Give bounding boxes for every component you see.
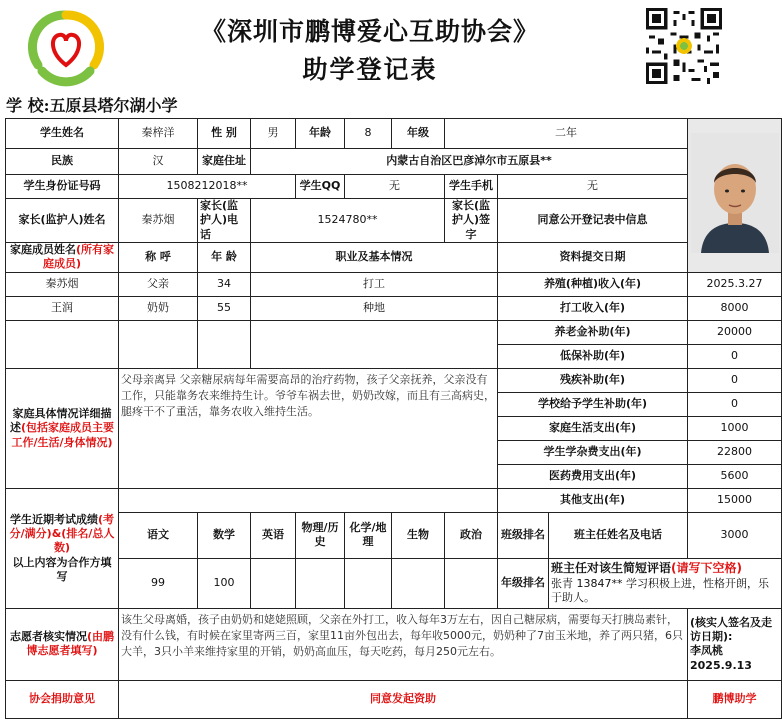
- guardian-phone-value: 1524780**: [251, 199, 445, 243]
- ethnicity-value: 汉: [119, 149, 198, 175]
- verifier-name: 李凤桃: [690, 644, 723, 658]
- situation-title: 家庭具体情况详细描述: [9, 406, 112, 435]
- score-physics-history: [296, 558, 345, 608]
- phone-label: 学生手机: [445, 175, 498, 199]
- farming-income-value: 8000: [688, 296, 782, 320]
- tuition-expense-value: 5600: [688, 464, 782, 488]
- phone-value: 无: [498, 175, 688, 199]
- other-expense-value: 3000: [688, 512, 782, 558]
- student-id-label: 学生身份证号码: [6, 175, 119, 199]
- basic-allowance-label: 低保补助(年): [498, 344, 688, 368]
- age-label: 年龄: [296, 119, 345, 149]
- col-job-header: 职业及基本情况: [251, 242, 498, 272]
- situation-text: 父母亲离异 父亲糖尿病每年需要高昂的治疗药物，孩子父亲抚养，父亲没有工作，只能靠务农来维持生计。爷爷车祸去世，奶奶改嫁，而且有三高病史，腿疼干不了重活，靠务农收入维持生活。: [119, 368, 498, 488]
- situation-note: (包括家庭成员主要工作/生活/身体情况): [11, 421, 115, 449]
- gender-value: 男: [251, 119, 296, 149]
- grade-value: 二年: [445, 119, 688, 149]
- brand-label: 鹏博助学: [688, 680, 782, 718]
- teacher-value: 张青 13847**: [551, 576, 623, 590]
- verify-date: 2025.9.13: [690, 658, 752, 672]
- work-income-label: 打工收入(年): [498, 296, 688, 320]
- teacher-comment-cell: [549, 558, 782, 608]
- student-id-value: 1508212018**: [119, 175, 296, 199]
- class-rank-label: 班级排名: [498, 512, 549, 558]
- disability-label: 残疾补助(年): [498, 368, 688, 392]
- scores-note: (考分/满分)&(排名/总人数): [9, 512, 115, 555]
- address-value: 内蒙古自治区巴彦淖尔市五原县**: [251, 149, 688, 175]
- comment-text: 学习积极上进，性格开朗，乐于助人。: [551, 576, 769, 605]
- guardian-name-label: 家长(监护人)姓名: [6, 199, 119, 243]
- volunteer-label: [6, 608, 119, 680]
- consent-label: 同意公开登记表中信息: [498, 199, 688, 243]
- medical-expense-value: 15000: [688, 488, 782, 512]
- school-subsidy-label: 学校给予学生补助(年): [498, 392, 688, 416]
- school-subsidy-value: 1000: [688, 416, 782, 440]
- member-1-age: 34: [198, 272, 251, 296]
- col-age-header: 年 龄: [198, 242, 251, 272]
- age-value: 8: [345, 119, 392, 149]
- header: [0, 0, 734, 95]
- empty-member-cell: [6, 320, 119, 368]
- subject-chinese: 语文: [119, 512, 198, 558]
- volunteer-note: (由鹏博志愿者填写): [26, 630, 115, 658]
- empty-job-cell: [251, 320, 498, 368]
- subject-math: 数学: [198, 512, 251, 558]
- living-expense-value: 22800: [688, 440, 782, 464]
- guardian-sign-label: 家长(监护人)签字: [445, 199, 498, 243]
- subject-politics: 政治: [445, 512, 498, 558]
- cooperation-note: 以上内容为合作方填写: [12, 555, 112, 583]
- family-members-note: (所有家庭成员): [42, 243, 115, 271]
- living-expense-label: 家庭生活支出(年): [498, 416, 688, 440]
- teacher-label: 班主任姓名及电话: [549, 512, 688, 558]
- registration-table: [5, 118, 782, 719]
- scores-title: 学生近期考试成绩: [9, 512, 98, 526]
- volunteer-text: 该生父母离婚，孩子由奶奶和姥姥照顾，父亲在外打工，收入每年3万左右，因自己糖尿病，需要每天打胰岛素针，没有什么钱，有时候在家里寄两三百，家里11亩外包出去，每年收5000元，奶奶种了7亩玉米地，养了两只猪，6只大羊，3只小羊来维持家里的开销，奶奶高血压，每天吃药，每月250元左右。: [119, 608, 688, 680]
- family-members-label: [6, 242, 119, 272]
- score-politics: [445, 558, 498, 608]
- scores-label: [6, 488, 119, 608]
- comment-note: (请写下空格): [671, 561, 742, 576]
- empty-age-cell: [198, 320, 251, 368]
- grade-label: 年级: [392, 119, 445, 149]
- col-relation-header: 称 呼: [119, 242, 198, 272]
- opinion-value: 同意发起资助: [119, 680, 688, 718]
- student-photo-icon: [691, 133, 779, 253]
- subject-biology: 生物: [392, 512, 445, 558]
- score-biology: [392, 558, 445, 608]
- empty-score-row: [119, 488, 498, 512]
- student-name-label: 学生姓名: [6, 119, 119, 149]
- title-line-2: 助学登记表: [302, 55, 438, 84]
- score-english: [251, 558, 296, 608]
- member-2-relation: 奶奶: [119, 296, 198, 320]
- member-1-job: 打工: [251, 272, 498, 296]
- other-expense-label: 其他支出(年): [498, 488, 688, 512]
- tuition-expense-label: 学生学杂费支出(年): [498, 440, 688, 464]
- qq-value: 无: [345, 175, 445, 199]
- qq-label: 学生QQ: [296, 175, 345, 199]
- gender-label: 性 别: [198, 119, 251, 149]
- score-chinese: 99: [119, 558, 198, 608]
- medical-expense-label: 医药费用支出(年): [498, 464, 688, 488]
- member-1-name: 秦苏烟: [6, 272, 119, 296]
- grade-rank-label: 年级排名: [498, 558, 549, 608]
- qr-code-icon: [646, 8, 722, 84]
- verifier-label: (核实人签名及走访日期):: [690, 615, 773, 644]
- comment-label: 班主任对该生简短评语: [551, 561, 672, 576]
- student-photo: [688, 119, 782, 273]
- volunteer-title: 志愿者核实情况: [9, 630, 87, 644]
- ethnicity-label: 民族: [6, 149, 119, 175]
- association-logo-icon: [28, 9, 104, 85]
- pension-value: 0: [688, 344, 782, 368]
- title-line-1: 《深圳市鹏博爱心互助协会》: [200, 17, 539, 46]
- verifier-cell: [688, 608, 782, 680]
- score-math: 100: [198, 558, 251, 608]
- address-label: 家庭住址: [198, 149, 251, 175]
- guardian-phone-label: 家长(监护人)电话: [198, 199, 251, 243]
- work-income-value: 20000: [688, 320, 782, 344]
- family-members-title: 家庭成员姓名: [9, 243, 76, 257]
- pension-label: 养老金补助(年): [498, 320, 688, 344]
- disability-value: 0: [688, 392, 782, 416]
- member-2-age: 55: [198, 296, 251, 320]
- submit-date-value: 2025.3.27: [688, 272, 782, 296]
- score-chemistry-geography: [345, 558, 392, 608]
- subject-physics-history: 物理/历史: [296, 512, 345, 558]
- subject-chemistry-geography: 化学/地理: [345, 512, 392, 558]
- basic-allowance-value: 0: [688, 368, 782, 392]
- situation-label: [6, 368, 119, 488]
- opinion-label: 协会捐助意见: [6, 680, 119, 718]
- subject-english: 英语: [251, 512, 296, 558]
- member-2-job: 种地: [251, 296, 498, 320]
- empty-relation-cell: [119, 320, 198, 368]
- school-name: 学 校:五原县塔尔湖小学: [6, 96, 178, 115]
- member-1-relation: 父亲: [119, 272, 198, 296]
- farming-income-label: 养殖(种植)收入(年): [498, 272, 688, 296]
- guardian-name-value: 秦苏烟: [119, 199, 198, 243]
- student-name: 秦梓洋: [119, 119, 198, 149]
- submit-date-label: 资料提交日期: [498, 242, 688, 272]
- member-2-name: 王润: [6, 296, 119, 320]
